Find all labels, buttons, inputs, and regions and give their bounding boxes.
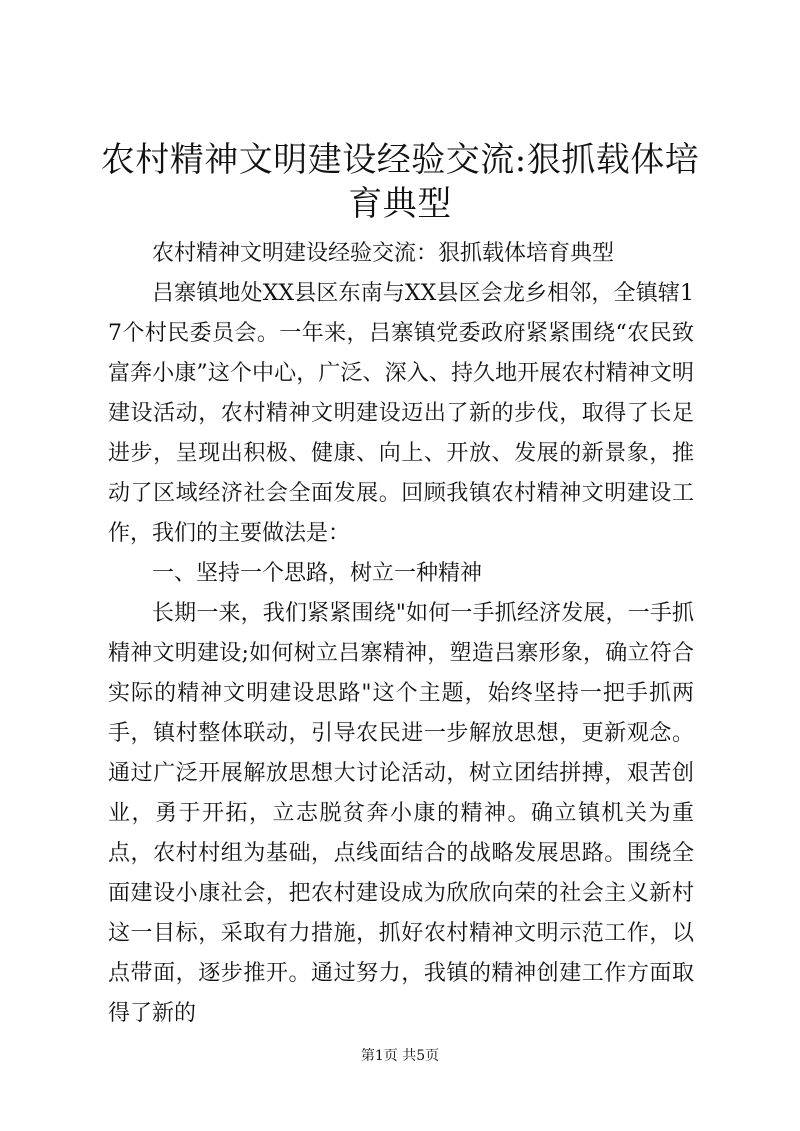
document-title: 农村精神文明建设经验交流:狠抓载体培育典型	[100, 140, 700, 224]
section-heading-1: 一、坚持一个思路，树立一种精神	[152, 561, 483, 586]
paragraph-subtitle: 农村精神文明建设经验交流：狠抓载体培育典型	[152, 241, 615, 266]
document-body	[108, 234, 694, 1034]
page-number-footer: 第1页 共5页	[360, 1048, 440, 1064]
paragraph-intro: 吕寨镇地处XX县区东南与XX县区会龙乡相邻，全镇辖17个村民委员会。一年来，吕寨镇党委政府紧紧围绕“农民致富奔小康”这个中心，广泛、深入、持久地开展农村精神文明建设活动，农村精神文明建设迈出了新的步伐，取得了长足进步，呈现出积极、健康、向上、开放、发展的新景象，推动了区域经济社会全面发展。回顾我镇农村精神文明建设工作，我们的主要做法是：	[108, 281, 694, 546]
paragraph-section-1: 长期一来，我们紧紧围绕"如何一手抓经济发展，一手抓精神文明建设;如何树立吕寨精神，塑造吕寨形象，确立符合实际的精神文明建设思路"这个主题，始终坚持一把手抓两手，镇村整体联动，引导农民进一步解放思想，更新观念。通过广泛开展解放思想大讨论活动，树立团结拼搏，艰苦创业，勇于开拓，立志脱贫奔小康的精神。确立镇机关为重点，农村村组为基础，点线面结合的战略发展思路。围绕全面建设小康社会，把农村建设成为欣欣向荣的社会主义新村这一目标，采取有力措施，抓好农村精神文明示范工作，以点带面，逐步推开。通过努力，我镇的精神创建工作方面取得了新的	[108, 601, 694, 1026]
